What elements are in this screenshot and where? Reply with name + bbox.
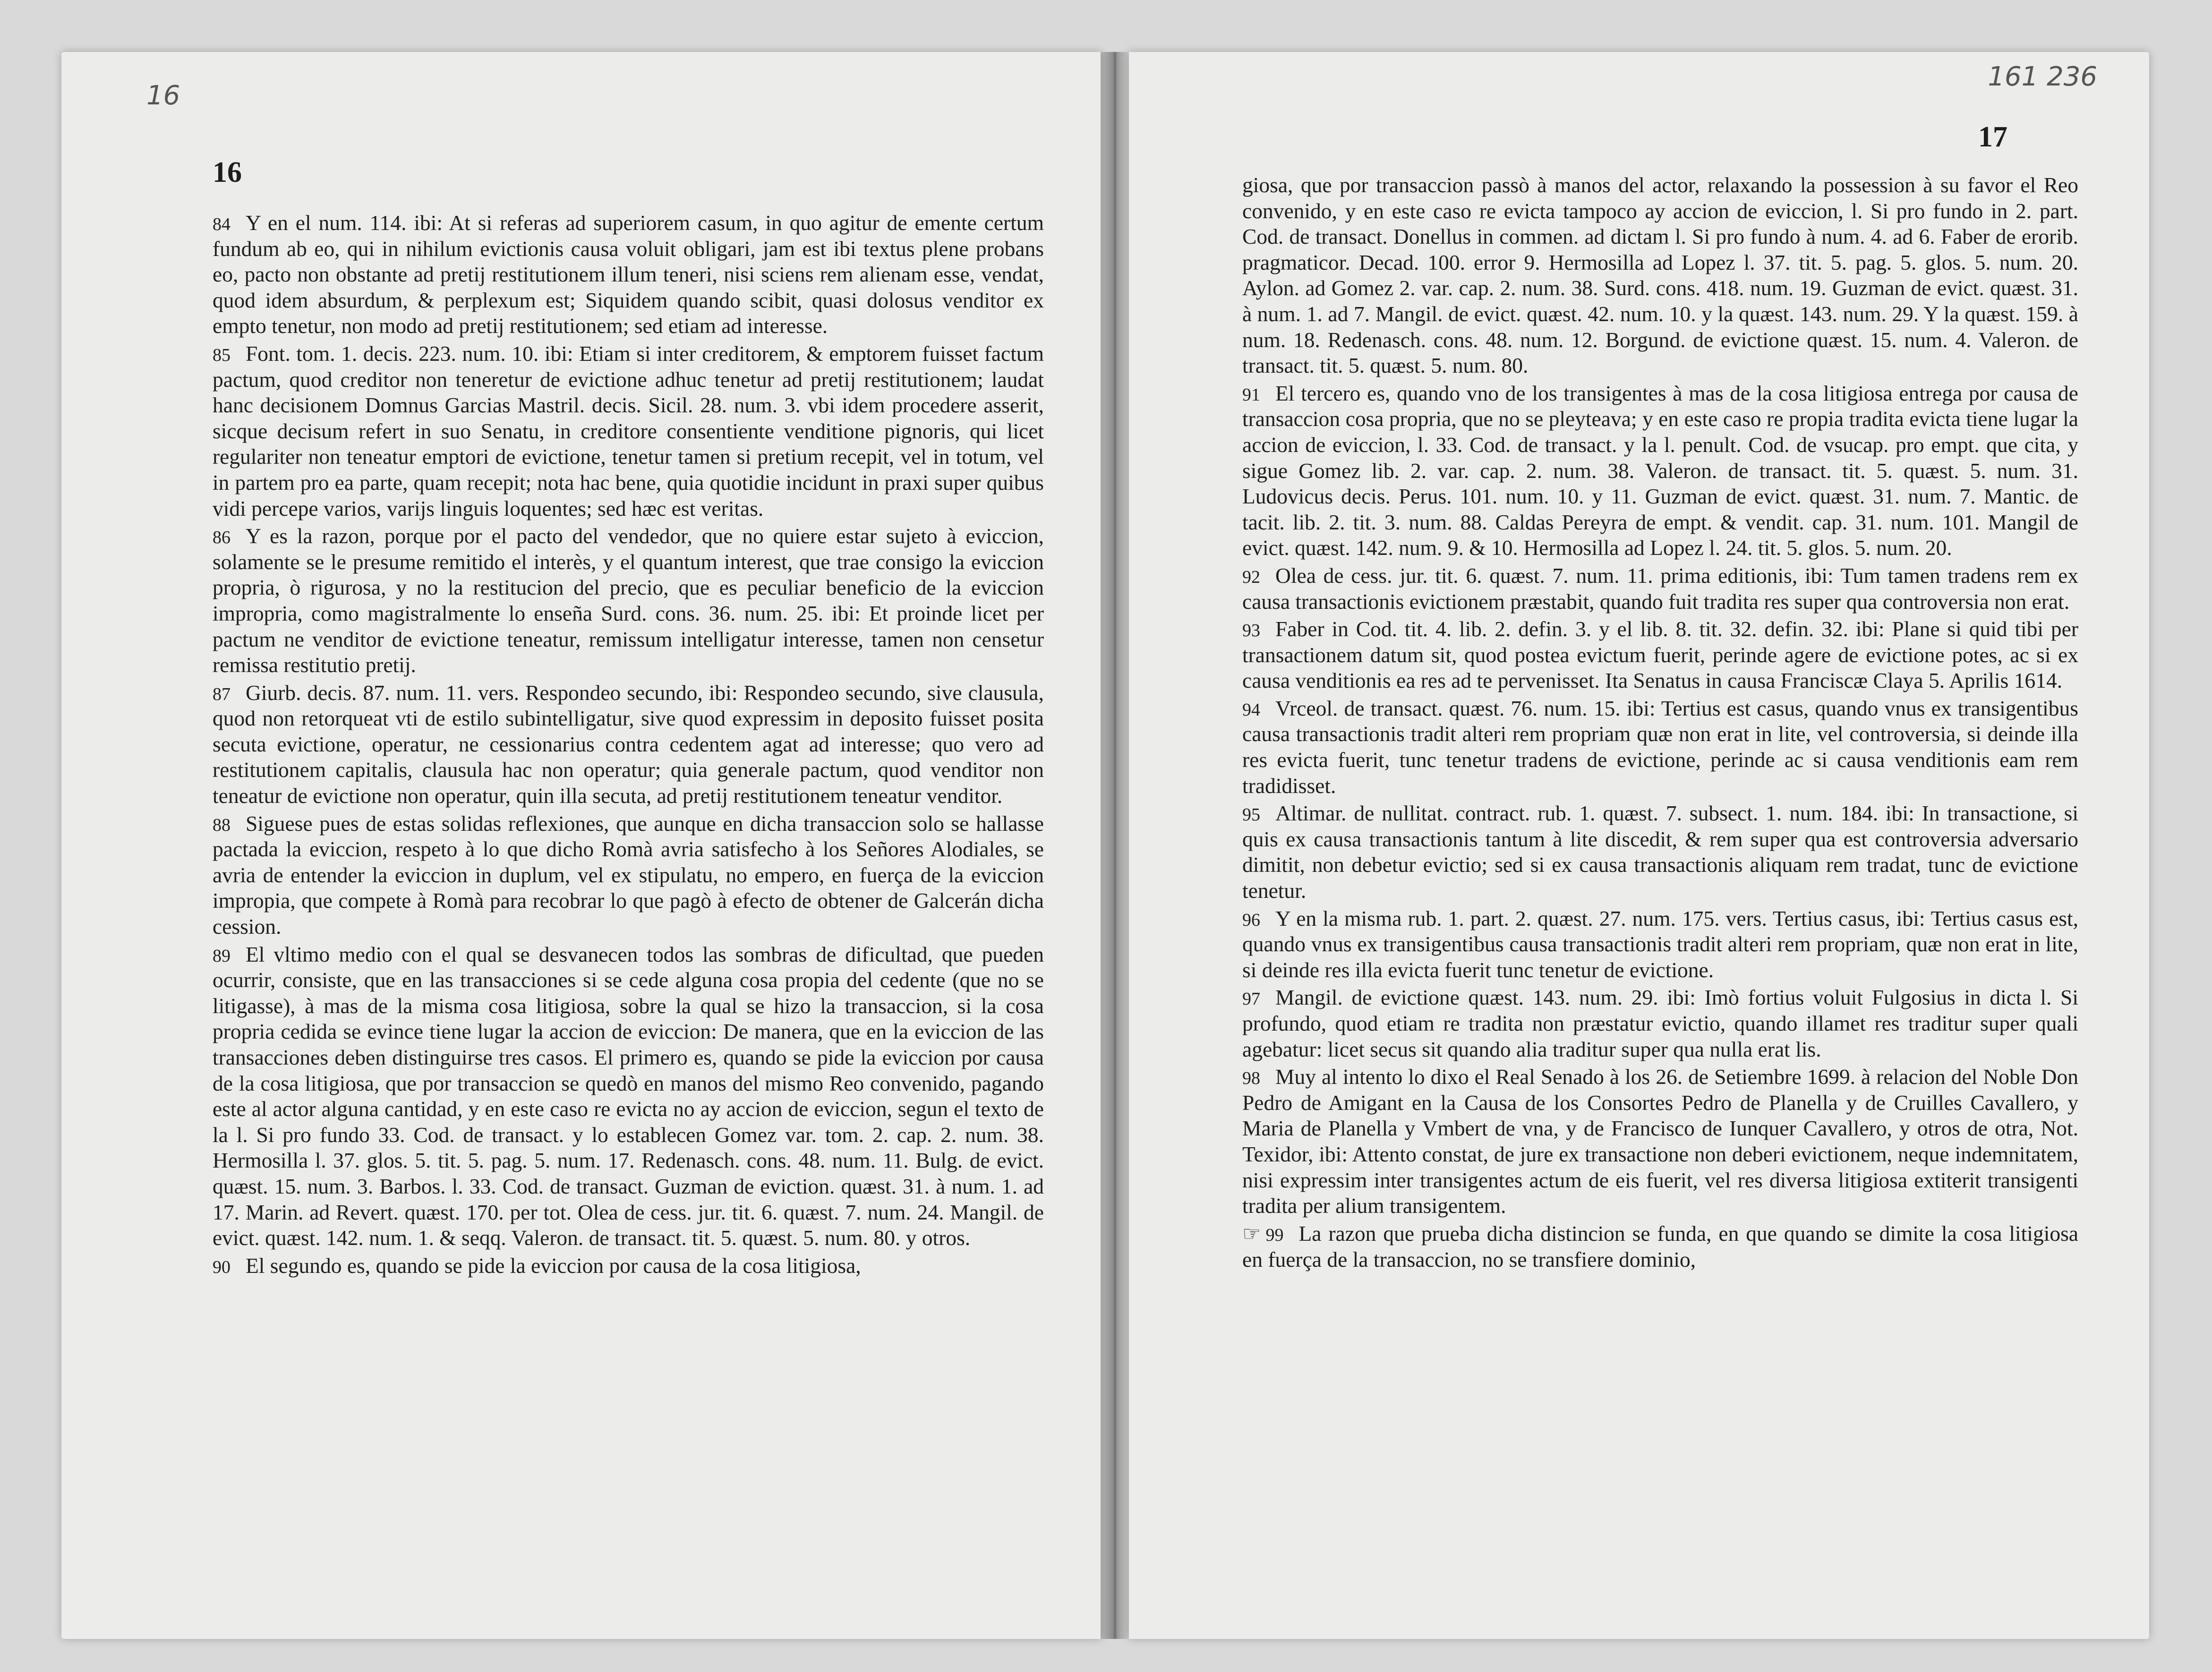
paragraph: ☞ 99 La razon que prueba dicha distincion se funda, en que quando se dimite la cosa litigiosa en fuerça de la transaccion, no se transfiere dominio, [1242, 1221, 2078, 1271]
page-body [1242, 172, 2078, 1274]
paragraph: 91 El tercero es, quando vno de los transigentes à mas de la cosa litigiosa entrega por causa de transaccion cosa propria, que no se pleyteava; y en este caso re propia tradita evicta tiene lugar la accion de eviccion, l. 33. Cod. de transact. y la l. penult. Cod. de vsucap. pro empt. que cita, y sigue Gomez lib. 2. var. cap. 2. num. 38. Valeron. de transact. tit. 5. quæst. 5. num. 31. Ludovicus decis. Perus. 101. num. 10. y 11. Guzman de evict. quæst. 31. num. 7. Mantic. de tacit. lib. 2. tit. 3. num. 88. Caldas Pereyra de empt. & vendit. cap. 31. num. 101. Mangil de evict. quæst. 142. num. 9. & 10. Hermosilla ad Lopez l. 24. tit. 5. glos. 5. num. 20. [1242, 381, 2078, 560]
paragraph: 97 Mangil. de evictione quæst. 143. num. 29. ibi: Imò fortius voluit Fulgosius in dicta l. Si profundo, quod etiam re tradita non præstatur evictio, quando illamet res traditur super quali agebatur: licet secus sit quando alia traditur super qua nulla erat lis. [1242, 985, 2078, 1061]
paragraph: 95 Altimar. de nullitat. contract. rub. 1. quæst. 7. subsect. 1. num. 184. ibi: In transactione, si quis ex causa transactionis tantum à lite discedit, & rem super qua est controversia adversario dimitit, non debetur evictio; sed si ex causa transactionis aliquam rem tradat, tunc de evictione tenetur. [1242, 801, 2078, 903]
paragraph: 93 Faber in Cod. tit. 4. lib. 2. defin. 3. y el lib. 8. tit. 32. defin. 32. ibi: Plane si quid tibi per transactionem datum sit, quod postea evictum fuerit, perinde agere de evictione potes, ac si ex causa venditionis ea res ad te pervenisset. Ita Senatus in causa Franciscæ Claya 5. Aprilis 1614. [1242, 617, 2078, 693]
left-page [61, 52, 1101, 1639]
paragraph: 90 El segundo es, quando se pide la eviccion por causa de la cosa litigiosa, [213, 1253, 861, 1278]
book-gutter [1101, 52, 1129, 1639]
paragraph: 84 Y en el num. 114. ibi: At si referas ad superiorem casum, in quo agitur de emente certum fundum ab eo, qui in nihilum evictionis causa voluit obligari, jam est ibi textus plene probans eo, pacto non obstante ad pretij restitutionem illum teneri, nisi sciens rem alienam esse, vendat, quod idem absurdum, & perplexum est; Siquidem quando scibit, quasi dolosus venditor ex empto tenetur, non modo ad pretij restitutionem; sed etiam ad interesse. [213, 211, 1044, 338]
paragraph: 87 Giurb. decis. 87. num. 11. vers. Respondeo secundo, ibi: Respondeo secundo, sive clausula, quod non retorqueat vti de estilo subintelligatur, sive quod expressim in deposito fuisset posita secuta evictione, operatur, ne cessionarius contra cedentem agat ad interesse; quo vero ad restitutionem capitalis, clausula hac non operatur; quia generale pactum, quod venditor non teneatur de evictione non operatur, quin illa secuta, ad pretij restitutionem teneatur venditor. [213, 680, 1044, 808]
page-number: 16 [213, 156, 242, 188]
paragraph: giosa, que por transaccion passò à manos del actor, relaxando la possession à su favor el Reo convenido, y en este caso re evicta tampoco ay accion de eviccion, l. Si pro fundo in 2. part. Cod. de transact. Donellus in commen. ad dictam l. Si pro fundo à num. 4. ad 6. Faber de erorib. pragmaticor. Decad. 100. error 9. Hermosilla ad Lopez l. 37. tit. 5. pag. 5. glos. 5. num. 20. Aylon. ad Gomez 2. var. cap. 2. num. 38. Surd. cons. 418. num. 19. Guzman de evict. quæst. 31. à num. 1. ad 7. Mangil. de evict. quæst. 42. num. 10. y la quæst. 143. num. 29. Y la quæst. 159. à num. 18. Redenasch. cons. 48. num. 12. Borgund. de evictione quæst. 15. num. 4. Valeron. de transact. tit. 5. quæst. 5. num. 80. [1242, 173, 2078, 378]
paragraph: 94 Vrceol. de transact. quæst. 76. num. 15. ibi: Tertius est casus, quando vnus ex transigentibus causa transactionis tradit alteri rem propriam quæ non erat in lite, vel controversia, si deinde illa res evicta fuerit, tunc tenetur tradens de evictione, perinde ac si causa venditionis eam rem tradidisset. [1242, 696, 2078, 798]
paragraph: 85 Font. tom. 1. decis. 223. num. 10. ibi: Etiam si inter creditorem, & emptorem fuisset factum pactum, quod creditor non teneretur de evictione adhuc tenetur ad pretij restitutionem; laudat hanc decisionem Domnus Garcias Mastril. decis. Sicil. 28. num. 3. vbi idem procedere asserit, sicque decisum refert in suo Senatu, in creditore consentiente venditione pignoris, qui licet regulariter non teneatur emptori de evictione, tenetur tamen si pretium recepit, vel in totum, vel in partem pro ea parte, quam recepit; nota hac bene, quia quotidie incidunt in praxi super quibus vidi percepe varios, varijs linguis loquentes; sed hæc est veritas. [213, 341, 1044, 520]
pointing-hand-icon: ☞ [1242, 1222, 1261, 1245]
page-body [213, 210, 1044, 1280]
paragraph: 89 El vltimo medio con el qual se desvanecen todos las sombras de dificultad, que pueden ocurrir, consiste, que en las transacciones si se cede alguna cosa propia del cedente (que no se litigasse), à mas de la misma cosa litigiosa, sobre la qual se hizo la transaccion, si la cosa propria cedida se evince tiene lugar la accion de eviccion: De manera, que en la eviccion de las transacciones deben distinguirse tres casos. El primero es, quando se pide la eviccion por causa de la cosa litigiosa, que por transaccion se quedò en manos del mismo Reo convenido, pagando este al actor alguna cantidad, y en este caso re evicta no ay accion de eviccion, segun el texto de la l. Si pro fundo 33. Cod. de transact. y lo establecen Gomez var. tom. 2. cap. 2. num. 38. Hermosilla l. 37. glos. 5. tit. 5. pag. 5. num. 17. Redenasch. cons. 48. num. 11. Bulg. de evict. quæst. 15. num. 3. Barbos. l. 33. Cod. de transact. Guzman de eviction. quæst. 31. à num. 1. ad 17. Marin. ad Revert. quæst. 170. per tot. Olea de cess. jur. tit. 6. quæst. 7. num. 24. Mangil. de evict. quæst. 142. num. 1. & seqq. Valeron. de transact. tit. 5. quæst. 5. num. 80. y otros. [213, 942, 1044, 1250]
paragraph: 92 Olea de cess. jur. tit. 6. quæst. 7. num. 11. prima editionis, ibi: Tum tamen tradens rem ex causa transactionis evictionem præstabit, quando fuit tradita res super qua controversia non erat. [1242, 563, 2078, 614]
page-number: 17 [1978, 121, 2007, 153]
manuscript-note: 16 [146, 80, 180, 111]
right-page [1129, 52, 2149, 1639]
paragraph: 86 Y es la razon, porque por el pacto del vendedor, que no quiere estar sujeto à eviccion, solamente se le presume remitido el interès, y el quantum interest, que trae consigo la eviccion propria, ò rigurosa, y no la restitucion del precio, que es peculiar beneficio de la eviccion impropria, como magistralmente lo enseña Surd. cons. 36. num. 25. ibi: Et proinde licet per pactum ne venditor de evictione teneatur, remissum intelligatur interesse, tamen non censetur remissa restitutio pretij. [213, 524, 1044, 677]
paragraph: 98 Muy al intento lo dixo el Real Senado à los 26. de Setiembre 1699. à relacion del Noble Don Pedro de Amigant en la Causa de los Consortes Pedro de Planella y de Cruilles Cavallero, y Maria de Planella y Vmbert de vna, y de Francisco de Iunquer Cavallero, y otros de otra, Not. Texidor, ibi: Attento constat, de jure ex transactione non deberi evictionem, neque indemnitatem, nisi expressim inter transigentes actum de eis fuerit, vel res diversa litigiosa extiterit transigenti tradita per alium transigentem. [1242, 1065, 2078, 1218]
paragraph: 96 Y en la misma rub. 1. part. 2. quæst. 27. num. 175. vers. Tertius casus, ibi: Tertius casus est, quando vnus ex transigentibus causa transactionis tradit alteri rem propriam, quæ non erat in lite, si deinde res illa evicta fuerit tunc tenetur de evictione. [1242, 906, 2078, 982]
manuscript-note: 161 236 [1988, 61, 2097, 92]
paragraph: 88 Siguese pues de estas solidas reflexiones, que aunque en dicha transaccion solo se hallasse pactada la eviccion, respeto à lo que dicho Romà avria satisfecho à los Señores Alodiales, se avria de entender la eviccion in duplum, vel ex stipulatu, no empero, en fuerça de la eviccion impropia, que compete à Romà para recobrar lo que pagò à efecto de obtener de Galcerán dicha cession. [213, 811, 1044, 939]
